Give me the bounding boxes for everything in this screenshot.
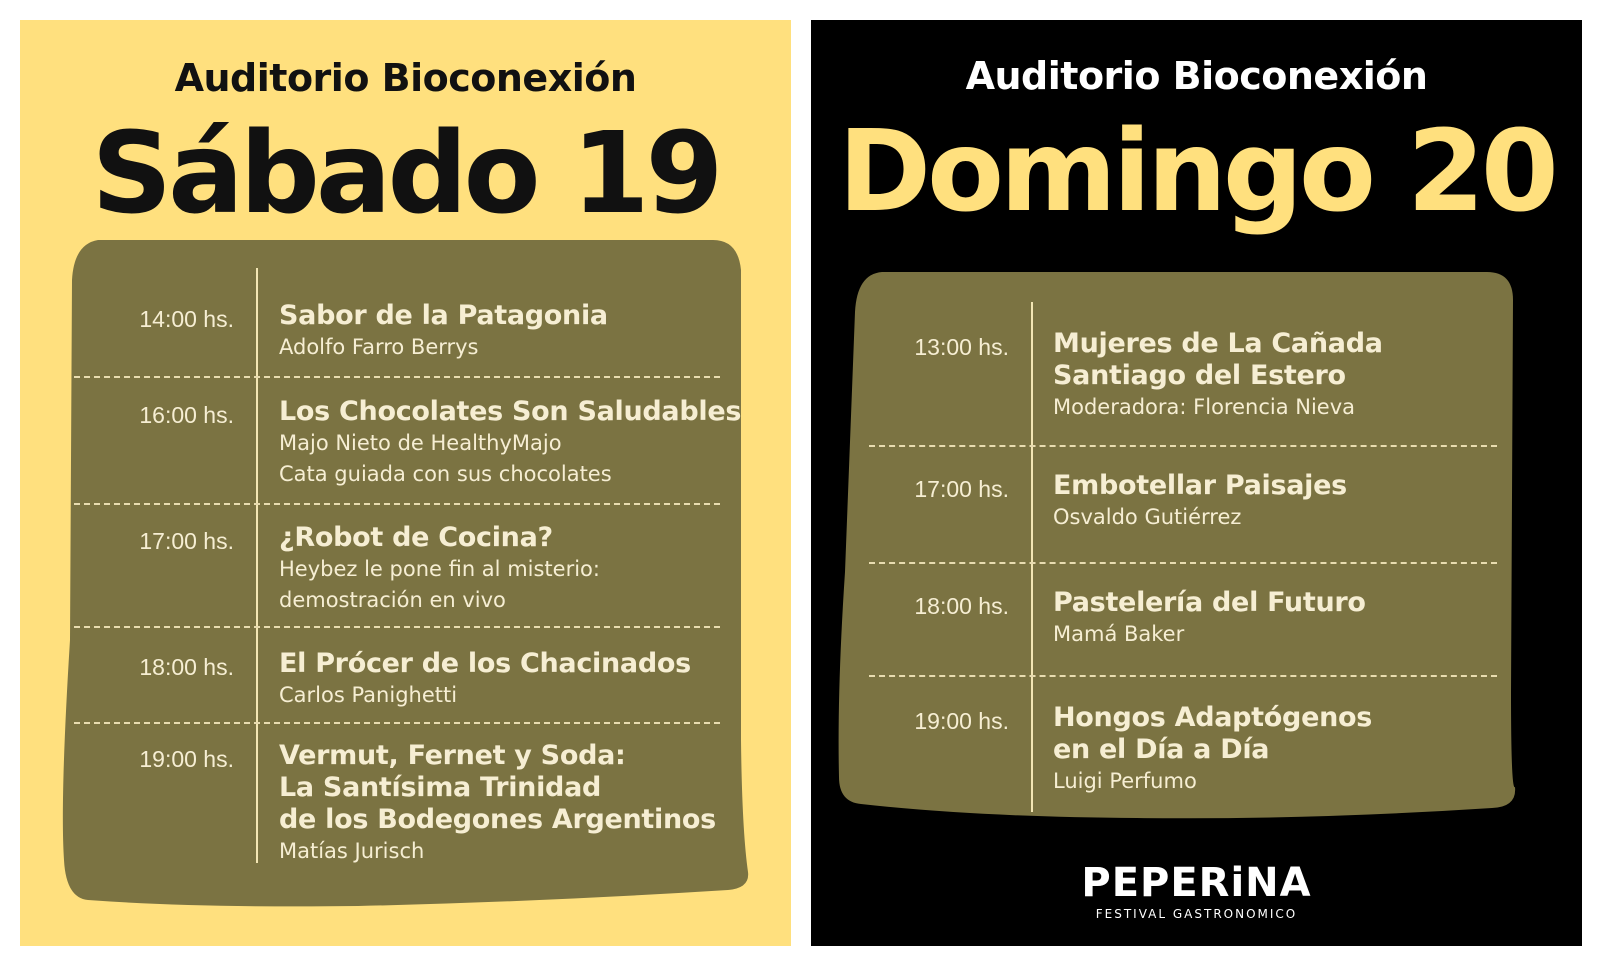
talk-title-line: de los Bodegones Argentinos xyxy=(279,804,716,835)
talk-speaker: Mamá Baker xyxy=(1053,622,1185,646)
slot-time: 18:00 hs. xyxy=(914,593,1009,619)
separator xyxy=(869,445,1497,447)
logo-tagline: FESTIVAL GASTRONOMICO xyxy=(1095,907,1298,921)
talk-title: Sabor de la Patagonia xyxy=(279,300,608,331)
separator xyxy=(74,503,720,505)
separator xyxy=(869,562,1497,564)
slot-time: 16:00 hs. xyxy=(139,402,234,428)
slot-time: 17:00 hs. xyxy=(139,528,234,554)
slot-talk xyxy=(1053,328,1523,423)
separator xyxy=(74,722,720,724)
slot-talk xyxy=(1053,702,1523,797)
slot-time: 18:00 hs. xyxy=(139,654,234,680)
slot-talk xyxy=(1053,470,1523,533)
venue-title: Auditorio Bioconexión xyxy=(174,56,637,100)
day-heading: Domingo 20 xyxy=(838,107,1555,237)
logo-brand: PEPERiNA xyxy=(1081,860,1312,906)
talk-title: Pastelería del Futuro xyxy=(1053,587,1366,618)
talk-description: Heybez le pone fin al misterio: xyxy=(279,557,600,581)
separator xyxy=(74,376,720,378)
talk-speaker: Luigi Perfumo xyxy=(1053,769,1197,793)
talk-title-line: en el Día a Día xyxy=(1053,734,1270,765)
separator xyxy=(869,675,1497,677)
slot-time: 14:00 hs. xyxy=(139,306,234,332)
talk-speaker: Carlos Panighetti xyxy=(279,683,458,707)
talk-title-line: Santiago del Estero xyxy=(1053,360,1346,391)
talk-title-line: Mujeres de La Cañada xyxy=(1053,328,1383,359)
talk-speaker: Moderadora: Florencia Nieva xyxy=(1053,395,1355,419)
slot-time: 17:00 hs. xyxy=(914,476,1009,502)
talk-speaker: Matías Jurisch xyxy=(279,839,425,863)
slot-talk xyxy=(279,740,754,867)
slot-talk xyxy=(279,522,754,616)
separator xyxy=(74,626,720,628)
slot-time: 19:00 hs. xyxy=(139,746,234,772)
talk-speaker: Adolfo Farro Berrys xyxy=(279,335,479,359)
day-heading: Sábado 19 xyxy=(91,109,720,239)
slot-talk xyxy=(279,396,754,490)
slot-talk xyxy=(279,648,754,711)
talk-speaker: Majo Nieto de HealthyMajo xyxy=(279,431,562,455)
talk-description: demostración en vivo xyxy=(279,588,506,612)
talk-title: Los Chocolates Son Saludables xyxy=(279,396,742,427)
talk-title: Embotellar Paisajes xyxy=(1053,470,1347,501)
slot-talk xyxy=(1053,587,1523,650)
talk-title: El Prócer de los Chacinados xyxy=(279,648,691,679)
time-divider-line xyxy=(256,268,258,863)
talk-title-line: La Santísima Trinidad xyxy=(279,772,602,803)
talk-title-line: Vermut, Fernet y Soda: xyxy=(279,740,626,771)
schedule-panel xyxy=(58,240,758,910)
slot-talk xyxy=(279,300,754,363)
slot-time: 19:00 hs. xyxy=(914,708,1009,734)
talk-title-line: Hongos Adaptógenos xyxy=(1053,702,1373,733)
festival-logo xyxy=(811,860,1582,921)
schedule-panel xyxy=(837,272,1537,822)
slot-time: 13:00 hs. xyxy=(914,334,1009,360)
talk-description: Cata guiada con sus chocolates xyxy=(279,462,612,486)
talk-speaker: Osvaldo Gutiérrez xyxy=(1053,505,1242,529)
talk-title: ¿Robot de Cocina? xyxy=(279,522,553,553)
time-divider-line xyxy=(1031,302,1033,812)
poster-sunday xyxy=(811,20,1582,946)
venue-title: Auditorio Bioconexión xyxy=(965,54,1428,98)
poster-saturday xyxy=(20,20,791,946)
